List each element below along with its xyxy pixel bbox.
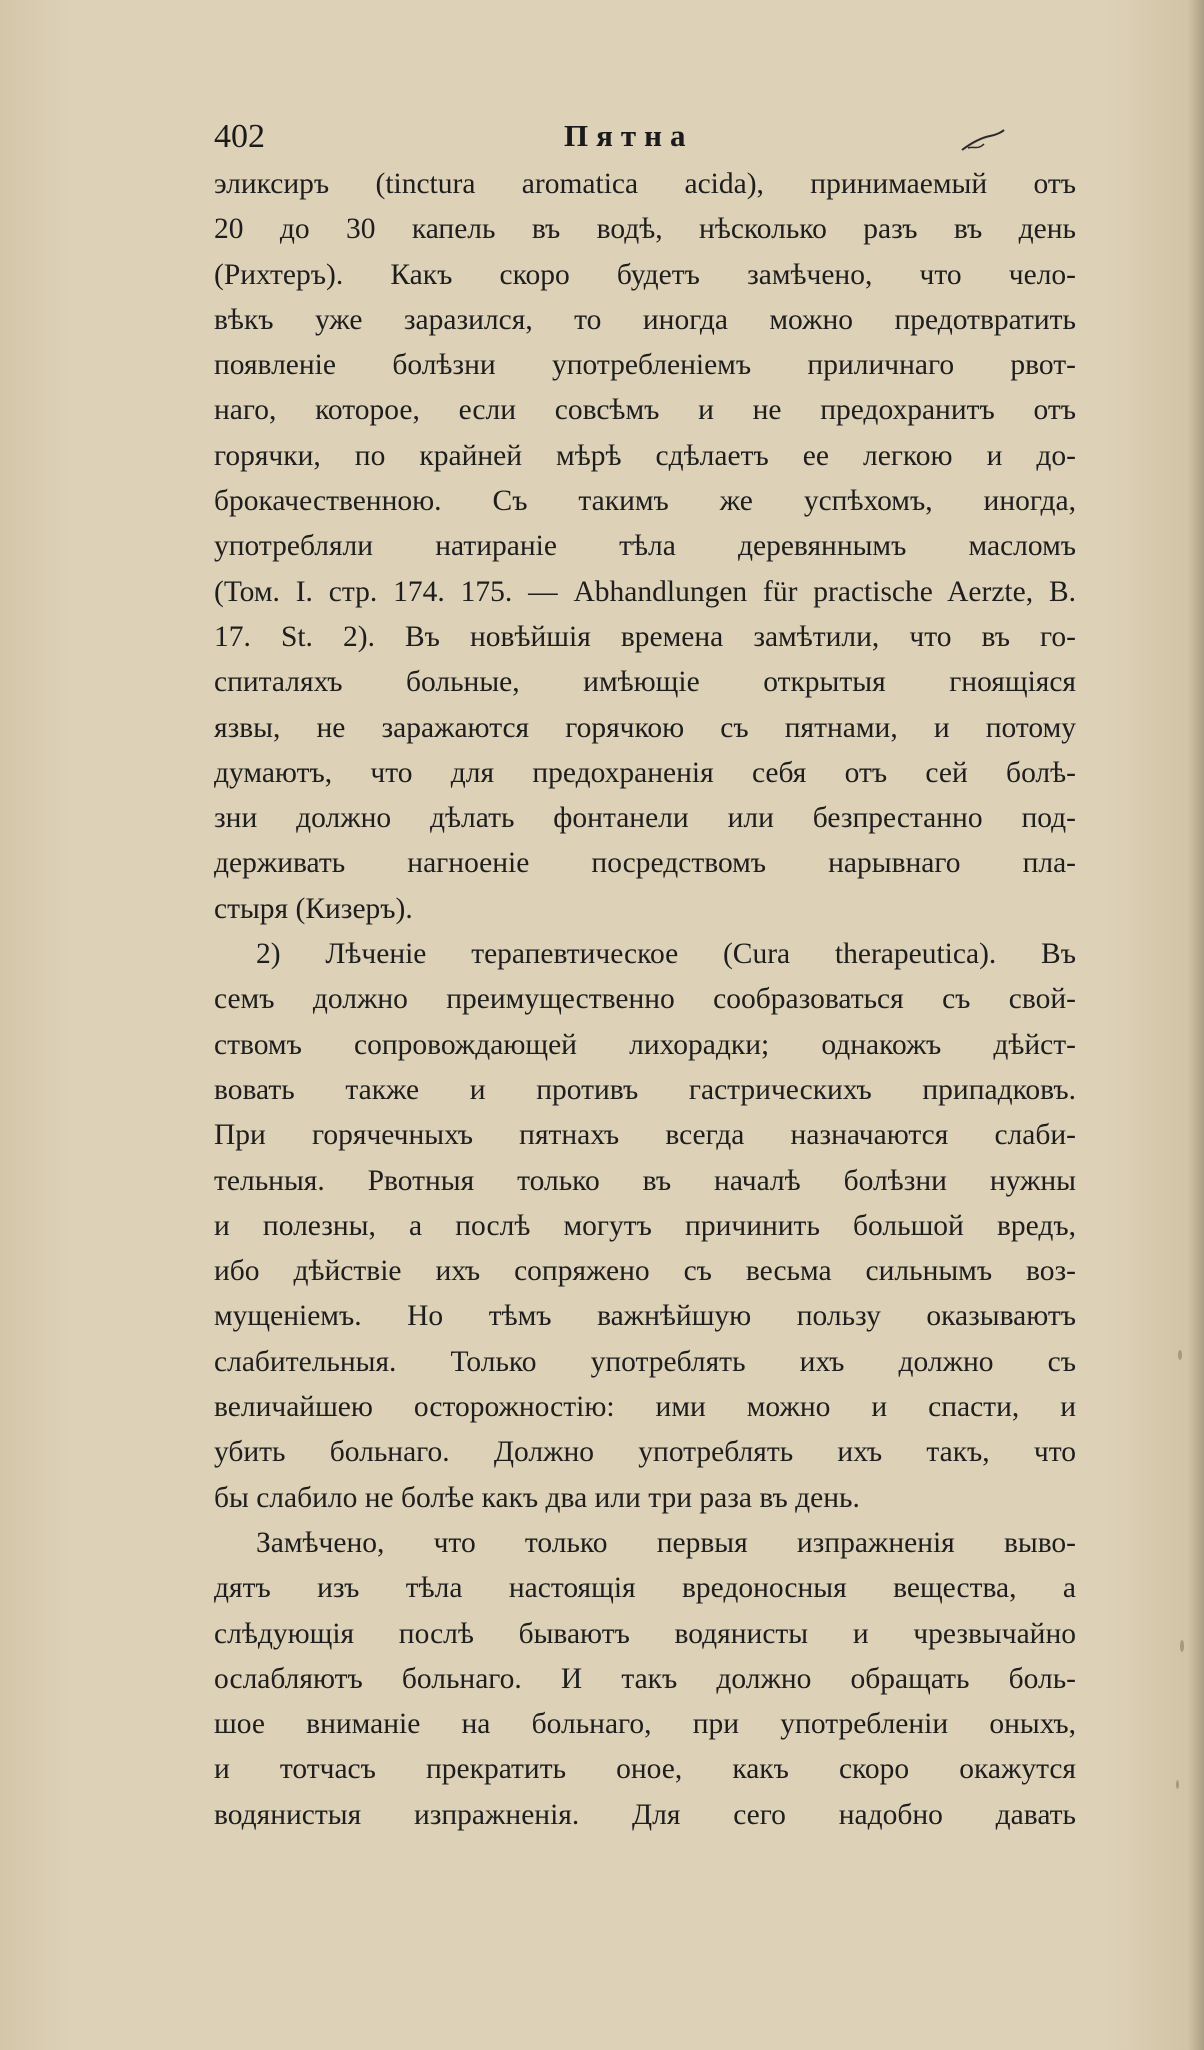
page-edge-shadow — [1188, 0, 1204, 2050]
text-line: эликсиръ (tinctura aromatica acida), принимаемый отъ — [214, 168, 1076, 200]
text-line: При горячечныхъ пятнахъ всегда назначаются слаби- — [214, 1119, 1076, 1152]
text-line: тельныя. Рвотныя только въ началѣ болѣзни нужны — [214, 1164, 1076, 1197]
text-line: горячки, по крайней мѣрѣ сдѣлаетъ ее легкою и до- — [214, 439, 1076, 472]
text-line: брокачественною. Съ такимъ же успѣхомъ, иногда, — [214, 485, 1076, 518]
page-number: 402 — [214, 118, 265, 155]
text-line: слабительныя. Только употреблять ихъ должно съ — [214, 1345, 1076, 1378]
text-line: шое вниманіе на больнаго, при употребленіи оныхъ, — [214, 1708, 1076, 1741]
text-line: водянистыя изпражненія. Для сего надобно давать — [214, 1798, 1076, 1831]
text-line: спиталяхъ больные, имѣющіе открытыя гноящіяся — [214, 666, 1076, 699]
text-line: семъ должно преимущественно сообразоваться съ свой- — [214, 983, 1076, 1016]
text-line: ствомъ сопровождающей лихорадки; однакожъ дѣйст- — [214, 1028, 1076, 1061]
text-line: и тотчасъ прекратить оное, какъ скоро окажутся — [214, 1753, 1076, 1786]
text-line: зни должно дѣлать фонтанели или безпрестанно под- — [214, 802, 1076, 835]
running-title: Пятна — [564, 118, 694, 153]
text-line: стыря (Кизеръ). — [214, 892, 413, 925]
text-line: убить больнаго. Должно употреблять ихъ такъ, что — [214, 1436, 1076, 1469]
text-line: (Том. I. стр. 174. 175. — Abhandlungen für practische Aerzte, B. — [214, 575, 1076, 608]
text-line: ослабляютъ больнаго. И такъ должно обращать боль- — [214, 1662, 1076, 1695]
text-line: 17. St. 2). Въ новѣйшія времена замѣтили, что въ го- — [214, 620, 1076, 653]
text-line: бы слабило не болѣе какъ два или три раза въ день. — [214, 1481, 860, 1514]
text-line: мущеніемъ. Но тѣмъ важнѣйшую пользу оказываютъ — [214, 1300, 1076, 1333]
text-line: (Рихтеръ). Какъ скоро будетъ замѣчено, что чело- — [214, 258, 1076, 291]
text-line: наго, которое, если совсѣмъ и не предохранитъ отъ — [214, 394, 1076, 427]
text-line: появленіе болѣзни употребленіемъ приличнаго рвот- — [214, 349, 1076, 382]
text-line: держивать нагноеніе посредствомъ нарывнаго пла- — [214, 847, 1076, 880]
text-line: язвы, не заражаются горячкою съ пятнами, и потому — [214, 711, 1076, 744]
text-line: ибо дѣйствіе ихъ сопряжено съ весьма сильнымъ воз- — [214, 1255, 1076, 1288]
page-header — [214, 118, 1074, 162]
paper-speck — [1176, 1780, 1179, 1789]
text-line: 20 до 30 капель въ водѣ, нѣсколько разъ въ день — [214, 213, 1076, 246]
text-line: думаютъ, что для предохраненія себя отъ сей болѣ- — [214, 756, 1076, 789]
text-line: употребляли натираніе тѣла деревяннымъ масломъ — [214, 530, 1076, 563]
text-line: Замѣчено, что только первыя изпражненія выво- — [256, 1526, 1076, 1559]
text-line: вовать также и противъ гастрическихъ припадковъ. — [214, 1073, 1076, 1106]
text-line: вѣкъ уже заразился, то иногда можно предотвратить — [214, 303, 1076, 336]
paper-speck — [1180, 1640, 1184, 1652]
text-line: 2) Лѣченіе терапевтическое (Cura therapeutica). Въ — [256, 938, 1076, 971]
body-text — [214, 162, 1076, 1838]
text-line: и полезны, а послѣ могутъ причинить большой вредъ, — [214, 1209, 1076, 1242]
paper-speck — [1178, 1350, 1182, 1360]
text-line: величайшею осторожностію: ими можно и спасти, и — [214, 1391, 1076, 1424]
text-line: слѣдующія послѣ бываютъ водянисты и чрезвычайно — [214, 1617, 1076, 1650]
ink-flourish-mark — [960, 128, 1006, 156]
text-line: дятъ изъ тѣла настоящія вредоносныя вещества, а — [214, 1572, 1076, 1605]
